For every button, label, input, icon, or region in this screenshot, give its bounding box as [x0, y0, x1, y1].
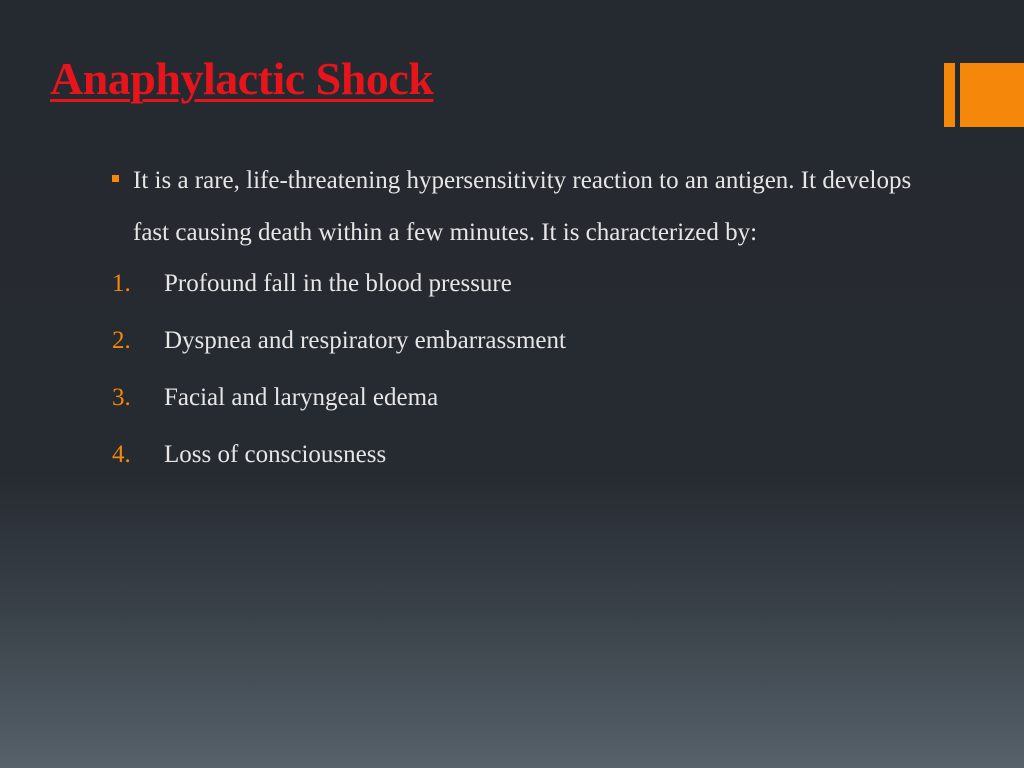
square-bullet-icon — [112, 175, 119, 182]
slide-content — [112, 155, 932, 490]
list-item-number: 4. — [112, 441, 131, 468]
list-item-number: 3. — [112, 384, 131, 411]
list-item — [112, 433, 932, 490]
list-item-text: Profound fall in the blood pressure — [164, 270, 512, 297]
characteristics-list — [112, 262, 932, 490]
list-item-text: Facial and laryngeal edema — [164, 384, 439, 411]
list-item — [112, 262, 932, 319]
slide-title: Anaphylactic Shock — [50, 53, 434, 104]
accent-bar-thin — [944, 63, 955, 127]
intro-bullet — [112, 155, 932, 258]
intro-text: It is a rare, life-threatening hypersensitivity reaction to an antigen. It develops fast causing death within a few minutes. It is characterized by: — [133, 167, 912, 246]
list-item-text: Dyspnea and respiratory embarrassment — [164, 327, 566, 354]
list-item-number: 1. — [112, 270, 131, 297]
accent-bar-wide — [960, 63, 1024, 127]
list-item — [112, 376, 932, 433]
list-item-text: Loss of consciousness — [164, 441, 387, 468]
list-item-number: 2. — [112, 327, 131, 354]
list-item — [112, 319, 932, 376]
